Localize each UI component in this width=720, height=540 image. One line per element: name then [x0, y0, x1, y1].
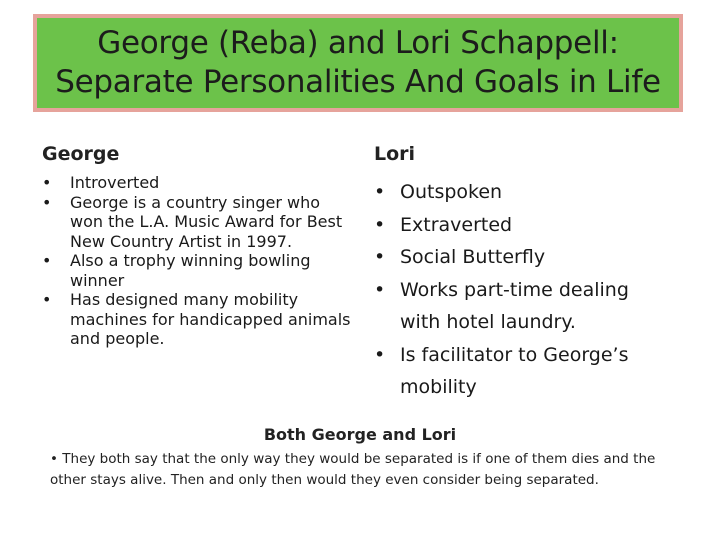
list-item-text: Is facilitator to George’s mobility: [400, 343, 629, 398]
lori-heading: Lori: [374, 143, 416, 165]
list-item-text: Works part-time dealing with hotel laundry.: [400, 278, 629, 333]
list-item-text: Introverted: [70, 173, 160, 192]
list-item-text: Social Butterfly: [400, 246, 546, 268]
list-item: [42, 251, 354, 290]
bullet-icon: •: [374, 343, 386, 366]
bullet-icon: •: [42, 290, 52, 309]
list-item: [374, 339, 674, 404]
list-item-text: Has designed many mobility machines for handicapped animals and people.: [70, 290, 351, 348]
list-item-text: Also a trophy winning bowling winner: [70, 251, 311, 290]
george-traits-list: [42, 173, 354, 349]
list-item: [374, 176, 674, 209]
list-item: [42, 173, 354, 193]
list-item: [374, 274, 674, 339]
both-paragraph: [50, 449, 680, 490]
title-line-2: Separate Personalities And Goals in Life: [55, 64, 661, 100]
list-item-text: George is a country singer who won the L.A. Music Award for Best New Country Artist in 1997.: [70, 192, 343, 251]
list-item: [374, 241, 674, 274]
list-item: [42, 193, 354, 252]
both-heading: Both George and Lori: [263, 425, 457, 444]
list-item: [42, 290, 354, 349]
bullet-icon: •: [374, 278, 386, 301]
george-heading: George: [42, 143, 120, 165]
list-item: [374, 209, 674, 242]
bullet-icon: •: [374, 213, 386, 236]
bullet-icon: •: [374, 246, 386, 268]
list-item-text: Outspoken: [400, 181, 503, 203]
bullet-icon: •: [42, 251, 52, 270]
bullet-icon: •: [42, 173, 52, 192]
list-item-text: Extraverted: [400, 213, 513, 236]
bullet-icon: •: [42, 192, 52, 212]
title-banner: [33, 14, 683, 112]
bullet-icon: •: [374, 181, 386, 203]
both-text: They both say that the only way they would be separated is if one of them dies and the other stays alive. Then and only then would they even consider being separated.: [50, 451, 656, 488]
title-line-1: George (Reba) and Lori Schappell:: [97, 25, 619, 61]
bullet-icon: •: [50, 451, 63, 467]
lori-traits-list: [374, 176, 674, 404]
